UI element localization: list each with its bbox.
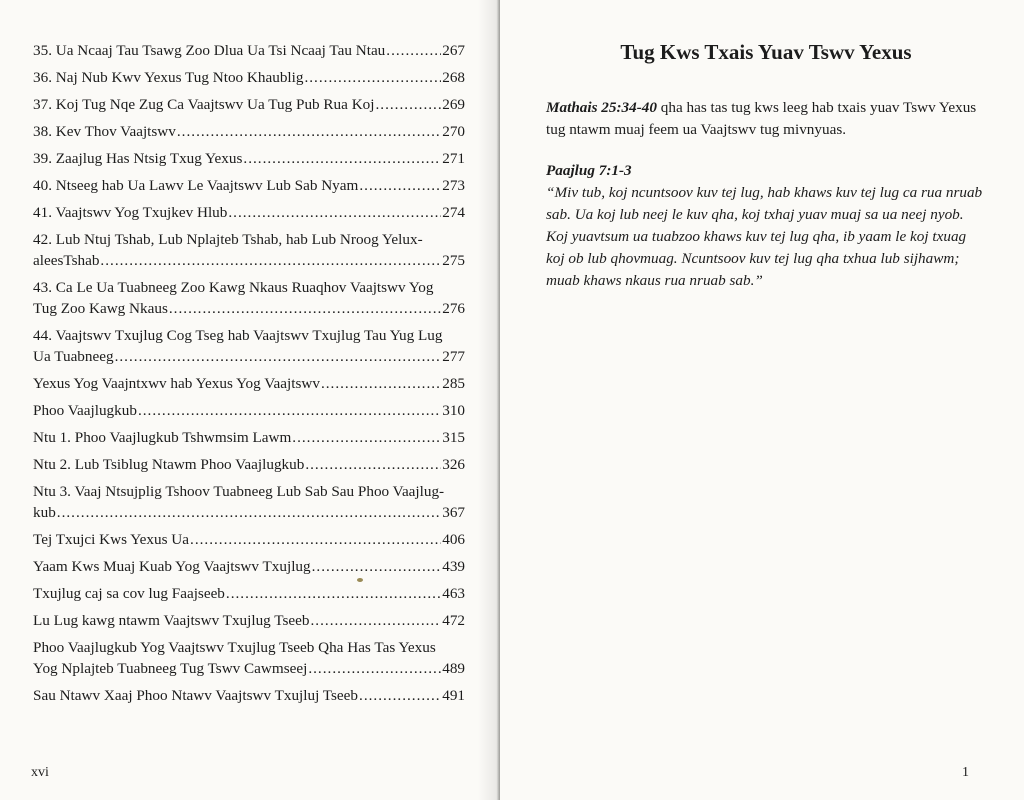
left-page-number: xvi — [31, 765, 49, 780]
toc-page-number: 273 — [442, 177, 465, 194]
toc-entry-title: 37. Koj Tug Nqe Zug Ca Vaajtswv Ua Tug Pub Rua Koj — [33, 96, 375, 113]
toc-page-number: 367 — [442, 504, 465, 521]
toc-leader-dots — [312, 556, 442, 577]
toc-entry — [33, 685, 465, 706]
toc-page-number: 285 — [442, 375, 465, 392]
paper-speck — [357, 578, 363, 582]
toc-entry-line — [33, 502, 465, 523]
toc-entry — [33, 148, 465, 169]
toc-page-number: 276 — [442, 300, 465, 317]
toc-entry-title: 43. Ca Le Ua Tuabneeg Zoo Kawg Nkaus Ruaqhov Vaajtswv Yog — [33, 279, 434, 296]
verse-text-1: qha has tas tug kws leeg hab txais yuav Tswv Yexus tug ntawm muaj feem ua Vaajtswv tug mivnyuas. — [546, 99, 977, 138]
toc-entry-title: 35. Ua Ncaaj Tau Tsawg Zoo Dlua Ua Tsi Ncaaj Tau Ntau — [33, 42, 386, 59]
toc-entry-title: Yaam Kws Muaj Kuab Yog Vaajtswv Txujlug — [33, 558, 311, 575]
toc-entry-line — [33, 229, 465, 250]
toc-entry-title: Ntu 2. Lub Tsiblug Ntawm Phoo Vaajlugkub — [33, 456, 305, 473]
toc-entry-title: 36. Naj Nub Kwv Yexus Tug Ntoo Khaublig — [33, 69, 304, 86]
toc-entry-line — [33, 250, 465, 271]
toc-entry — [33, 202, 465, 223]
toc-page-number: 274 — [442, 204, 465, 221]
toc-entry-title: Tej Txujci Kws Yexus Ua — [33, 531, 190, 548]
toc-leader-dots — [226, 583, 441, 604]
toc-page-number: 271 — [442, 150, 465, 167]
toc-page-number: 310 — [442, 402, 465, 419]
toc-page-number: 270 — [442, 123, 465, 140]
verse-paragraph-1 — [546, 97, 986, 141]
toc-entry-title: Sau Ntawv Xaaj Phoo Ntawv Vaajtswv Txujluj Tseeb — [33, 687, 359, 704]
toc-entry — [33, 67, 465, 88]
verse-text-2: “Miv tub, koj ncuntsoov kuv tej lug, hab khaws kuv tej lug ca rua nruab sab. Ua koj lub neej le kuv qha, koj txhaj yuav muaj sa ua neej nyob. Koj yuavtsum ua tuabzoo khaws kuv tej lug qha, ib yaam le koj txuag koj ob lub qhovmuag. Ncuntsoov kuv tej lug qha txhua lub sijhawm; muab khaws nkaus rua nruab sab.” — [546, 184, 983, 289]
toc-entry-title: Txujlug caj sa cov lug Faajseeb — [33, 585, 225, 602]
toc-entry — [33, 325, 465, 367]
toc-leader-dots — [243, 148, 441, 169]
toc-entry-title-cont: Tug Zoo Kawg Nkaus — [33, 300, 168, 317]
toc-page-number: 406 — [442, 531, 465, 548]
toc-leader-dots — [190, 529, 441, 550]
toc-entry-line — [33, 346, 465, 367]
toc-entry — [33, 277, 465, 319]
toc-leader-dots — [292, 427, 441, 448]
toc-leader-dots — [177, 121, 441, 142]
table-of-contents — [33, 40, 465, 712]
toc-leader-dots — [321, 373, 441, 394]
toc-entry — [33, 40, 465, 61]
toc-leader-dots — [305, 454, 441, 475]
toc-entry-title: 39. Zaajlug Has Ntsig Txug Yexus — [33, 150, 243, 167]
toc-entry-title-cont: aleesTshab — [33, 252, 100, 269]
toc-entry — [33, 121, 465, 142]
verse-paragraph-2 — [546, 160, 986, 292]
toc-page-number: 463 — [442, 585, 465, 602]
toc-leader-dots — [115, 346, 442, 367]
toc-entry — [33, 94, 465, 115]
toc-entry-title: 38. Kev Thov Vaajtswv — [33, 123, 176, 140]
toc-entry-title: Ntu 3. Vaaj Ntsujplig Tshoov Tuabneeg Lub Sab Sau Phoo Vaajlug- — [33, 483, 445, 500]
toc-entry-title-cont: kub — [33, 504, 56, 521]
toc-leader-dots — [375, 94, 441, 115]
toc-page-number: 275 — [442, 252, 465, 269]
toc-entry — [33, 400, 465, 421]
toc-page-number: 315 — [442, 429, 465, 446]
toc-page-number: 472 — [442, 612, 465, 629]
toc-entry-line — [33, 658, 465, 679]
chapter-title: Tug Kws Txais Yuav Tswv Yexus — [620, 40, 912, 64]
toc-entry-title-cont: Yog Nplajteb Tuabneeg Tug Tswv Cawmseej — [33, 660, 308, 677]
toc-leader-dots — [228, 202, 441, 223]
toc-entry — [33, 373, 465, 394]
toc-entry — [33, 427, 465, 448]
toc-entry — [33, 529, 465, 550]
toc-entry-title: 44. Vaajtswv Txujlug Cog Tseg hab Vaajtswv Txujlug Tau Yug Lug — [33, 327, 443, 344]
toc-entry-title: 40. Ntseeg hab Ua Lawv Le Vaajtswv Lub Sab Nyam — [33, 177, 359, 194]
toc-leader-dots — [386, 40, 441, 61]
toc-entry-title: 42. Lub Ntuj Tshab, Lub Nplajteb Tshab, hab Lub Nroog Yelux- — [33, 231, 423, 248]
toc-entry-title: Phoo Vaajlugkub — [33, 402, 137, 419]
toc-leader-dots — [311, 610, 442, 631]
toc-entry-title: Ntu 1. Phoo Vaajlugkub Tshwmsim Lawm — [33, 429, 292, 446]
toc-entry-title-cont: Ua Tuabneeg — [33, 348, 114, 365]
toc-entry-line — [33, 298, 465, 319]
toc-page-number: 267 — [442, 42, 465, 59]
left-page — [0, 0, 498, 800]
toc-page-number: 491 — [442, 687, 465, 704]
toc-entry — [33, 229, 465, 271]
toc-page-number: 268 — [442, 69, 465, 86]
toc-entry — [33, 454, 465, 475]
toc-leader-dots — [100, 250, 441, 271]
toc-entry — [33, 610, 465, 631]
toc-entry — [33, 175, 465, 196]
toc-leader-dots — [308, 658, 441, 679]
toc-entry-line — [33, 481, 465, 502]
toc-entry-title: Phoo Vaajlugkub Yog Vaajtswv Txujlug Tseeb Qha Has Tas Yexus — [33, 639, 436, 656]
toc-leader-dots — [359, 175, 441, 196]
toc-page-number: 277 — [442, 348, 465, 365]
verse-reference-2: Paajlug 7:1-3 — [546, 162, 632, 179]
toc-entry — [33, 481, 465, 523]
toc-leader-dots — [359, 685, 441, 706]
toc-entry-line — [33, 277, 465, 298]
toc-leader-dots — [304, 67, 441, 88]
toc-entry-line — [33, 637, 465, 658]
toc-entry — [33, 637, 465, 679]
toc-entry-title: Yexus Yog Vaajntxwv hab Yexus Yog Vaajtswv — [33, 375, 320, 392]
toc-entry-line — [33, 325, 465, 346]
toc-entry-title: Lu Lug kawg ntawm Vaajtswv Txujlug Tseeb — [33, 612, 310, 629]
toc-page-number: 489 — [442, 660, 465, 677]
toc-leader-dots — [169, 298, 441, 319]
toc-entry — [33, 556, 465, 577]
toc-entry-title: 41. Vaajtswv Yog Txujkev Hlub — [33, 204, 228, 221]
toc-page-number: 269 — [442, 96, 465, 113]
toc-leader-dots — [138, 400, 441, 421]
right-page-number: 1 — [962, 765, 969, 780]
toc-leader-dots — [57, 502, 441, 523]
toc-page-number: 326 — [442, 456, 465, 473]
toc-entry — [33, 583, 465, 604]
toc-page-number: 439 — [442, 558, 465, 575]
verse-reference-1: Mathais 25:34-40 — [546, 99, 657, 116]
